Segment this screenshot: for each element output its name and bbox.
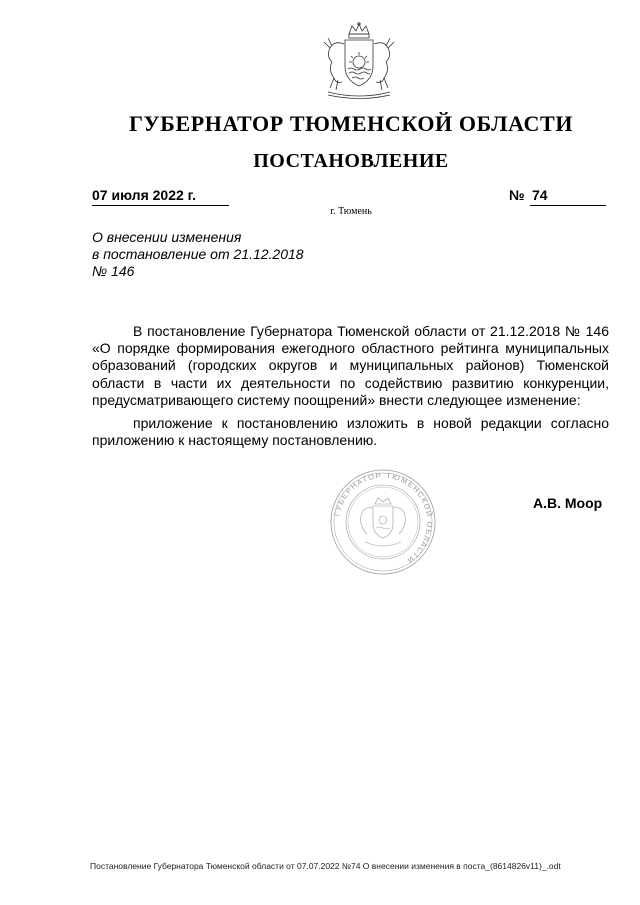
document-body bbox=[92, 323, 609, 449]
seal-text: ГУБЕРНАТОР ТЮМЕНСКОЙ ОБЛАСТИ bbox=[332, 470, 435, 566]
body-paragraph: В постановление Губернатора Тюменской области от 21.12.2018 № 146 «О порядке формирования ежегодного областного рейтинга муниципальных образований (городских округов и муниципальных районов) Тюменской области в части их деятельности по содействию развитию конкуренции, предусматривающего систему поощрений» внести следующее изменение: bbox=[92, 323, 609, 408]
document-date: 07 июля 2022 г. bbox=[92, 187, 229, 206]
official-seal-icon bbox=[329, 468, 437, 576]
tyumen-region-coat-of-arms-icon bbox=[316, 22, 402, 102]
governor-title: ГУБЕРНАТОР ТЮМЕНСКОЙ ОБЛАСТИ bbox=[128, 111, 574, 136]
body-paragraph: приложение к постановлению изложить в новой редакции согласно приложению к настоящему постановлению. bbox=[92, 415, 609, 449]
document-type: ПОСТАНОВЛЕНИЕ bbox=[253, 150, 449, 172]
subject-line: О внесении изменения bbox=[92, 229, 242, 245]
document-subject bbox=[92, 229, 352, 280]
signer-name: А.В. Моор bbox=[533, 495, 603, 511]
subject-line: в постановление от 21.12.2018 bbox=[92, 246, 304, 262]
subject-line: № 146 bbox=[92, 263, 135, 279]
city: г. Тюмень bbox=[330, 206, 372, 217]
number-value: 74 bbox=[530, 187, 606, 206]
document-number bbox=[509, 187, 604, 205]
number-sign: № bbox=[509, 187, 525, 203]
footer-filename: Постановление Губернатора Тюменской области от 07.07.2022 №74 О внесении изменения в поста_(8614826v11)_.odt bbox=[90, 861, 561, 871]
